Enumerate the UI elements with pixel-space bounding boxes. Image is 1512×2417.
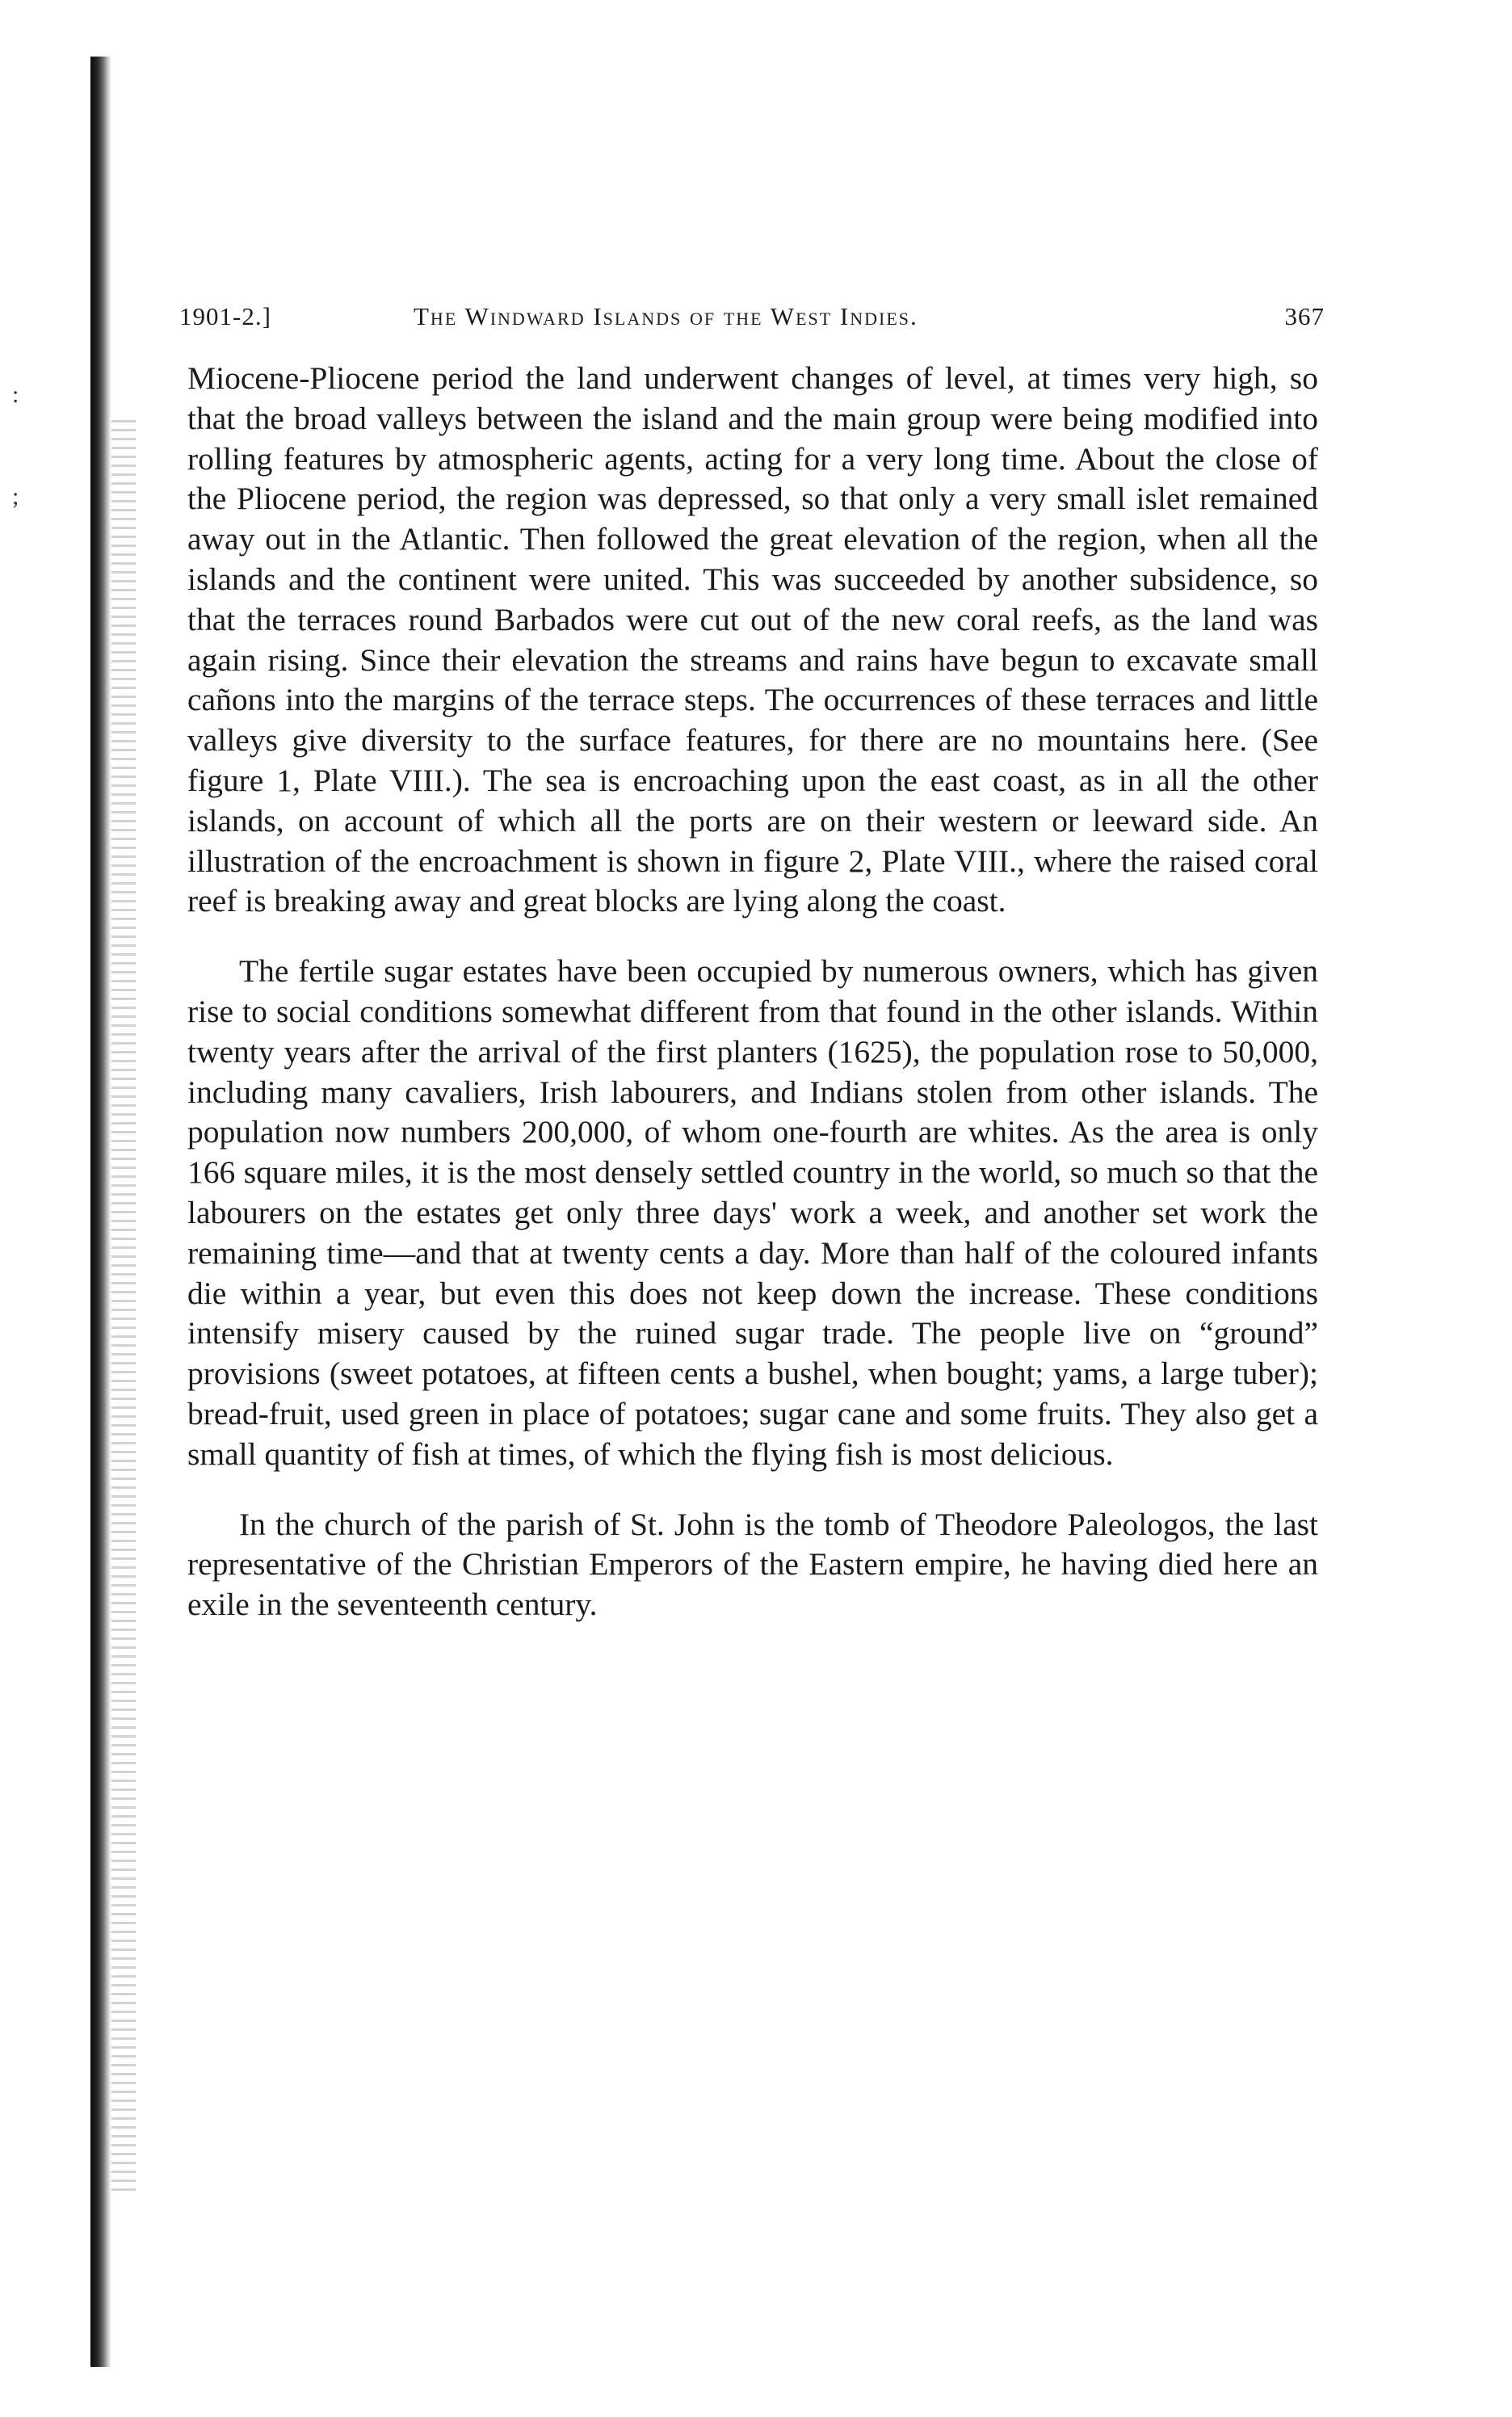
scan-binding-texture <box>111 420 136 2197</box>
paragraph-paleologos-tomb: In the church of the parish of St. John is the tomb of Theodore Paleologos, the last representative of the Christian Emperors of the Eastern empire, he having died here an exile in the seventeenth century. <box>187 1506 1318 1623</box>
paragraph-sugar-estates: The fertile sugar estates have been occupied by numerous owners, which has given rise to social conditions somewhat different from that found in the other islands. Within twenty years after the arrival of the first planters (1625), the population rose to 50,000, including many cavaliers, Irish labourers, and Indians stolen from other islands. The population now numbers 200,000, of whom one-fourth are whites. As the area is only 166 square miles, it is the most densely settled country in the world, so much so that the labourers on the estates get only three days' work a week, and another set work the remaining time—and that at twenty cents a day. More than half of the coloured infants die within a year, but even this does not keep down the increase. These conditions intensify misery caused by the ruined sugar trade. The people live on “ground” provisions (sweet potatoes, at fifteen cents a bushel, when bought; yams, a large tuber); bread-fruit, used green in place of potatoes; sugar cane and some fruits. They also get a small quantity of fish at times, of which the flying fish is most delicious. <box>187 953 1318 1472</box>
margin-mark: : <box>12 381 19 408</box>
page-number: 367 <box>1284 302 1325 330</box>
margin-mark: ; <box>12 483 19 510</box>
running-head-date: 1901-2.] <box>179 302 271 330</box>
running-head-title: The Windward Islands of the West Indies. <box>414 302 918 330</box>
running-head <box>179 302 1325 338</box>
body-text <box>187 359 1318 1625</box>
scan-binding-edge <box>90 57 111 2367</box>
paragraph-continued: Miocene-Pliocene period the land underwent changes of level, at times very high, so that the broad valleys between the island and the main group were being modified into rolling features by atmospheric agents, acting for a very long time. About the close of the Pliocene period, the region was depressed, so that only a very small islet remained away out in the Atlantic. Then followed the great elevation of the region, when all the islands and the continent were united. This was succeeded by another subsidence, so that the terraces round Barbados were cut out of the new coral reefs, as the land was again rising. Since their elevation the streams and rains have begun to excavate small cañons into the margins of the terrace steps. The occurrences of these terraces and little valleys give diversity to the surface features, for there are no mountains here. (See figure 1, Plate VIII.). The sea is encroaching upon the east coast, as in all the other islands, on account of which all the ports are on their western or leeward side. An illustration of the encroachment is shown in figure 2, Plate VIII., where the raised coral reef is breaking away and great blocks are lying along the coast. <box>187 360 1318 919</box>
